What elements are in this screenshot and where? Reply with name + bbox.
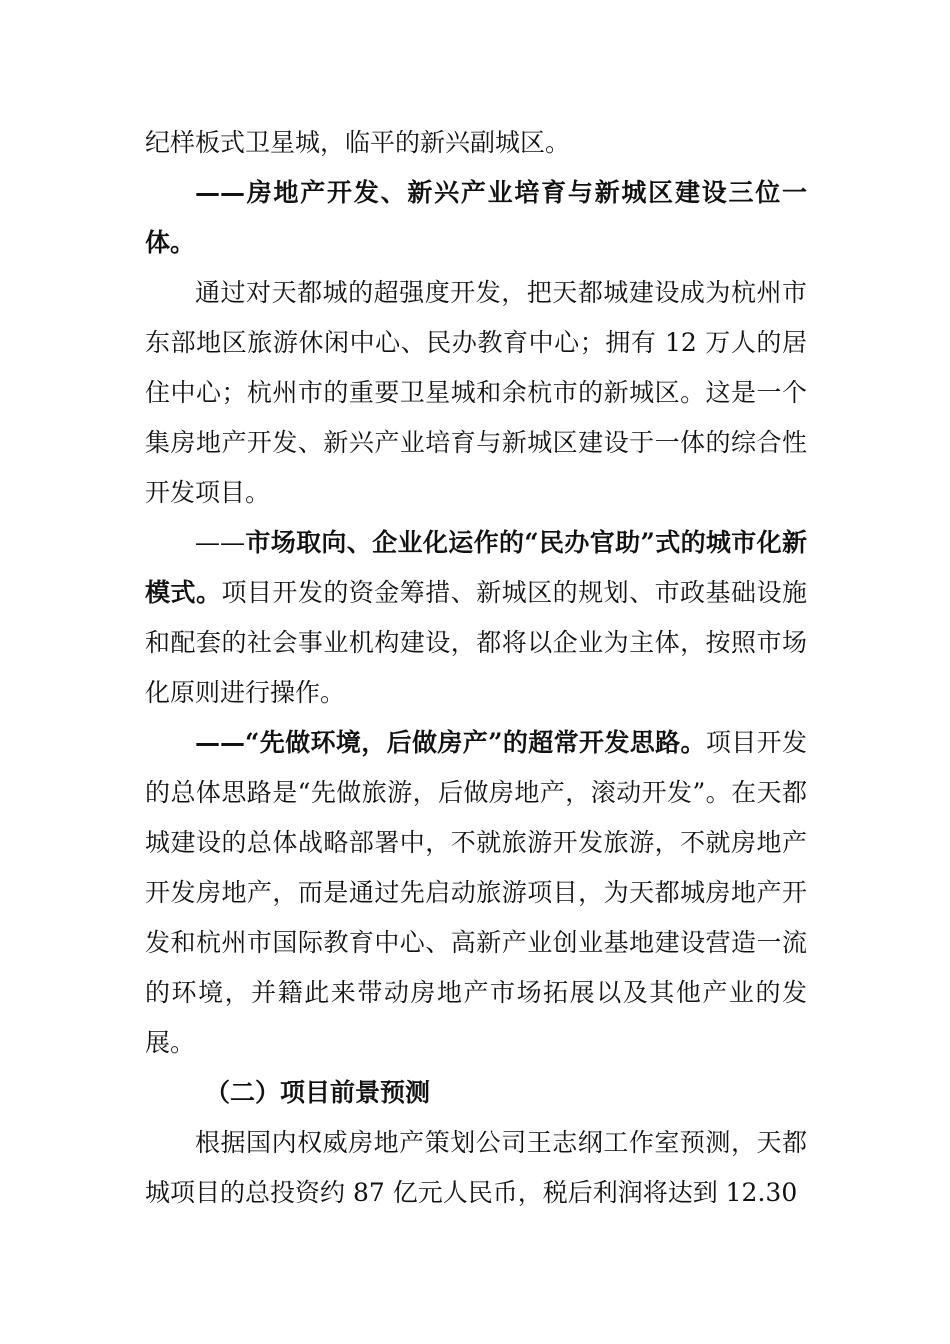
bold-lead-text: ——“先做环境，后做房产”的超常开发思路。 [195, 728, 706, 757]
bold-subheading-integration [145, 168, 807, 268]
dash-prefix: —— [195, 528, 245, 557]
section-heading-text: （二）项目前景预测 [205, 1078, 431, 1107]
paragraph-forecast [145, 1118, 807, 1218]
paragraph-development-goals [145, 268, 807, 518]
bold-subheading-text: ——房地产开发、新兴产业培育与新城区建设三位一体。 [145, 178, 807, 257]
section-heading [145, 1068, 807, 1118]
bold-lead-text: 市场取向、企业化运作的“民办官助”式的城市化新模式。 [145, 528, 807, 607]
paragraph-development-strategy [145, 718, 807, 1068]
paragraph-continuation [145, 118, 807, 168]
paragraph-market-model [145, 518, 807, 718]
paragraph-text: 根据国内权威房地产策划公司王志纲工作室预测，天都城项目的总投资约 87 亿元人民币，税后利润将达到 12.30 [145, 1128, 807, 1207]
paragraph-text: 项目开发的总体思路是“先做旅游，后做房地产，滚动开发”。在天都城建设的总体战略部署中，不就旅游开发旅游，不就房地产开发房地产，而是通过先启动旅游项目，为天都城房地产开发和杭州市国际教育中心、高新产业创业基地建设营造一流的环境，并籍此来带动房地产市场拓展以及其他产业的发展。 [145, 728, 807, 1057]
paragraph-text: 通过对天都城的超强度开发，把天都城建设成为杭州市东部地区旅游休闲中心、民办教育中心；拥有 12 万人的居住中心；杭州市的重要卫星城和余杭市的新城区。这是一个集房地产开发、新兴产业培育与新城区建设于一体的综合性开发项目。 [145, 278, 807, 507]
paragraph-text: 项目开发的资金筹措、新城区的规划、市政基础设施和配套的社会事业机构建设，都将以企业为主体，按照市场化原则进行操作。 [145, 578, 807, 707]
paragraph-text: 纪样板式卫星城，临平的新兴副城区。 [145, 128, 571, 157]
document-page [145, 118, 807, 1218]
